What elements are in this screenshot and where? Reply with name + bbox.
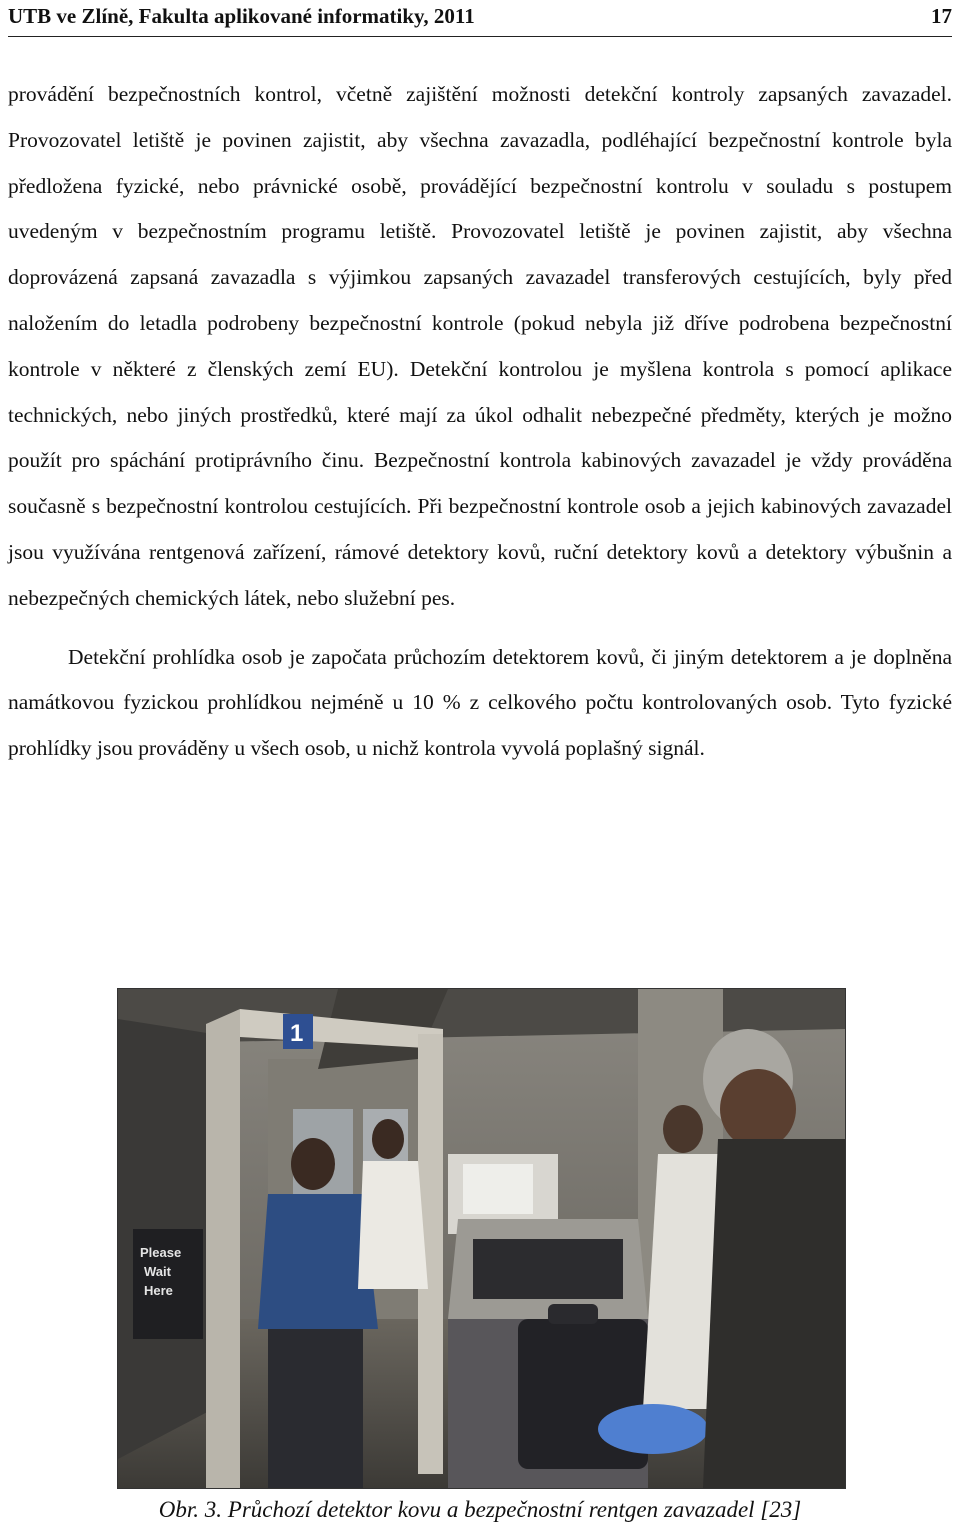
security-checkpoint-photo: [117, 988, 846, 1489]
paragraph-2: Detekční prohlídka osob je započata průchozím detektorem kovů, či jiným detektorem a je doplněna namátkovou fyzickou prohlídkou nejméně u 10 % z celkového počtu kontrolovaných osob. Tyto fyzické prohlídky jsou prováděny u všech osob, u nichž kontrola vyvolá poplašný signál.: [8, 644, 952, 761]
sign-line-1: Please: [140, 1245, 182, 1260]
paragraph-1: provádění bezpečnostních kontrol, včetně zajištění možnosti detekční kontroly zapsaných zavazadel. Provozovatel letiště je povinen zajistit, aby všechna zavazadla, podléhající bezpečnostní kontrole byla předložena fyzické, nebo právnické osobě, provádějící bezpečnostní kontrolu v souladu s postupem uvedeným v bezpečnostním programu letiště. Provozovatel letiště je povinen zajistit, aby všechna doprovázená zapsaná zavazadla s výjimkou zapsaných zavazadel transferových cestujících, byly před naložením do letadla podrobeny bezpečnostní kontrole (pokud nebyla již dříve podrobena bezpečnostní kontrole v některé z členských zemí EU). Detekční kontrolou je myšlena kontrola s pomocí aplikace technických, nebo jiných prostředků, které mají za úkol odhalit nebezpečné předměty, kterých je možno použít pro spáchání protiprávního činu. Bezpečnostní kontrola kabinových zavazadel je vždy prováděna současně s bezpečnostní kontrolou cestujících. Při bezpečnostní kontrole osob a jejich kabinových zavazadel jsou využívána rentgenová zařízení, rámové detektory kovů, ruční detektory kovů a detektory výbušnin a nebezpečných chemických látek, nebo služební pes.: [8, 82, 952, 610]
sign-line-2: Wait: [144, 1264, 171, 1279]
photo-illustration: [118, 989, 845, 1488]
gate-number: 1: [290, 1020, 304, 1047]
page-number: 17: [931, 4, 952, 28]
header-title: UTB ve Zlíně, Fakulta aplikované informatiky, 2011: [8, 4, 475, 28]
page-header: [8, 2, 952, 37]
body-text: [8, 72, 952, 772]
sign-line-3: Here: [144, 1283, 173, 1298]
figure-caption: Obr. 3. Průchozí detektor kovu a bezpečnostní rentgen zavazadel [23]: [158, 1497, 802, 1522]
